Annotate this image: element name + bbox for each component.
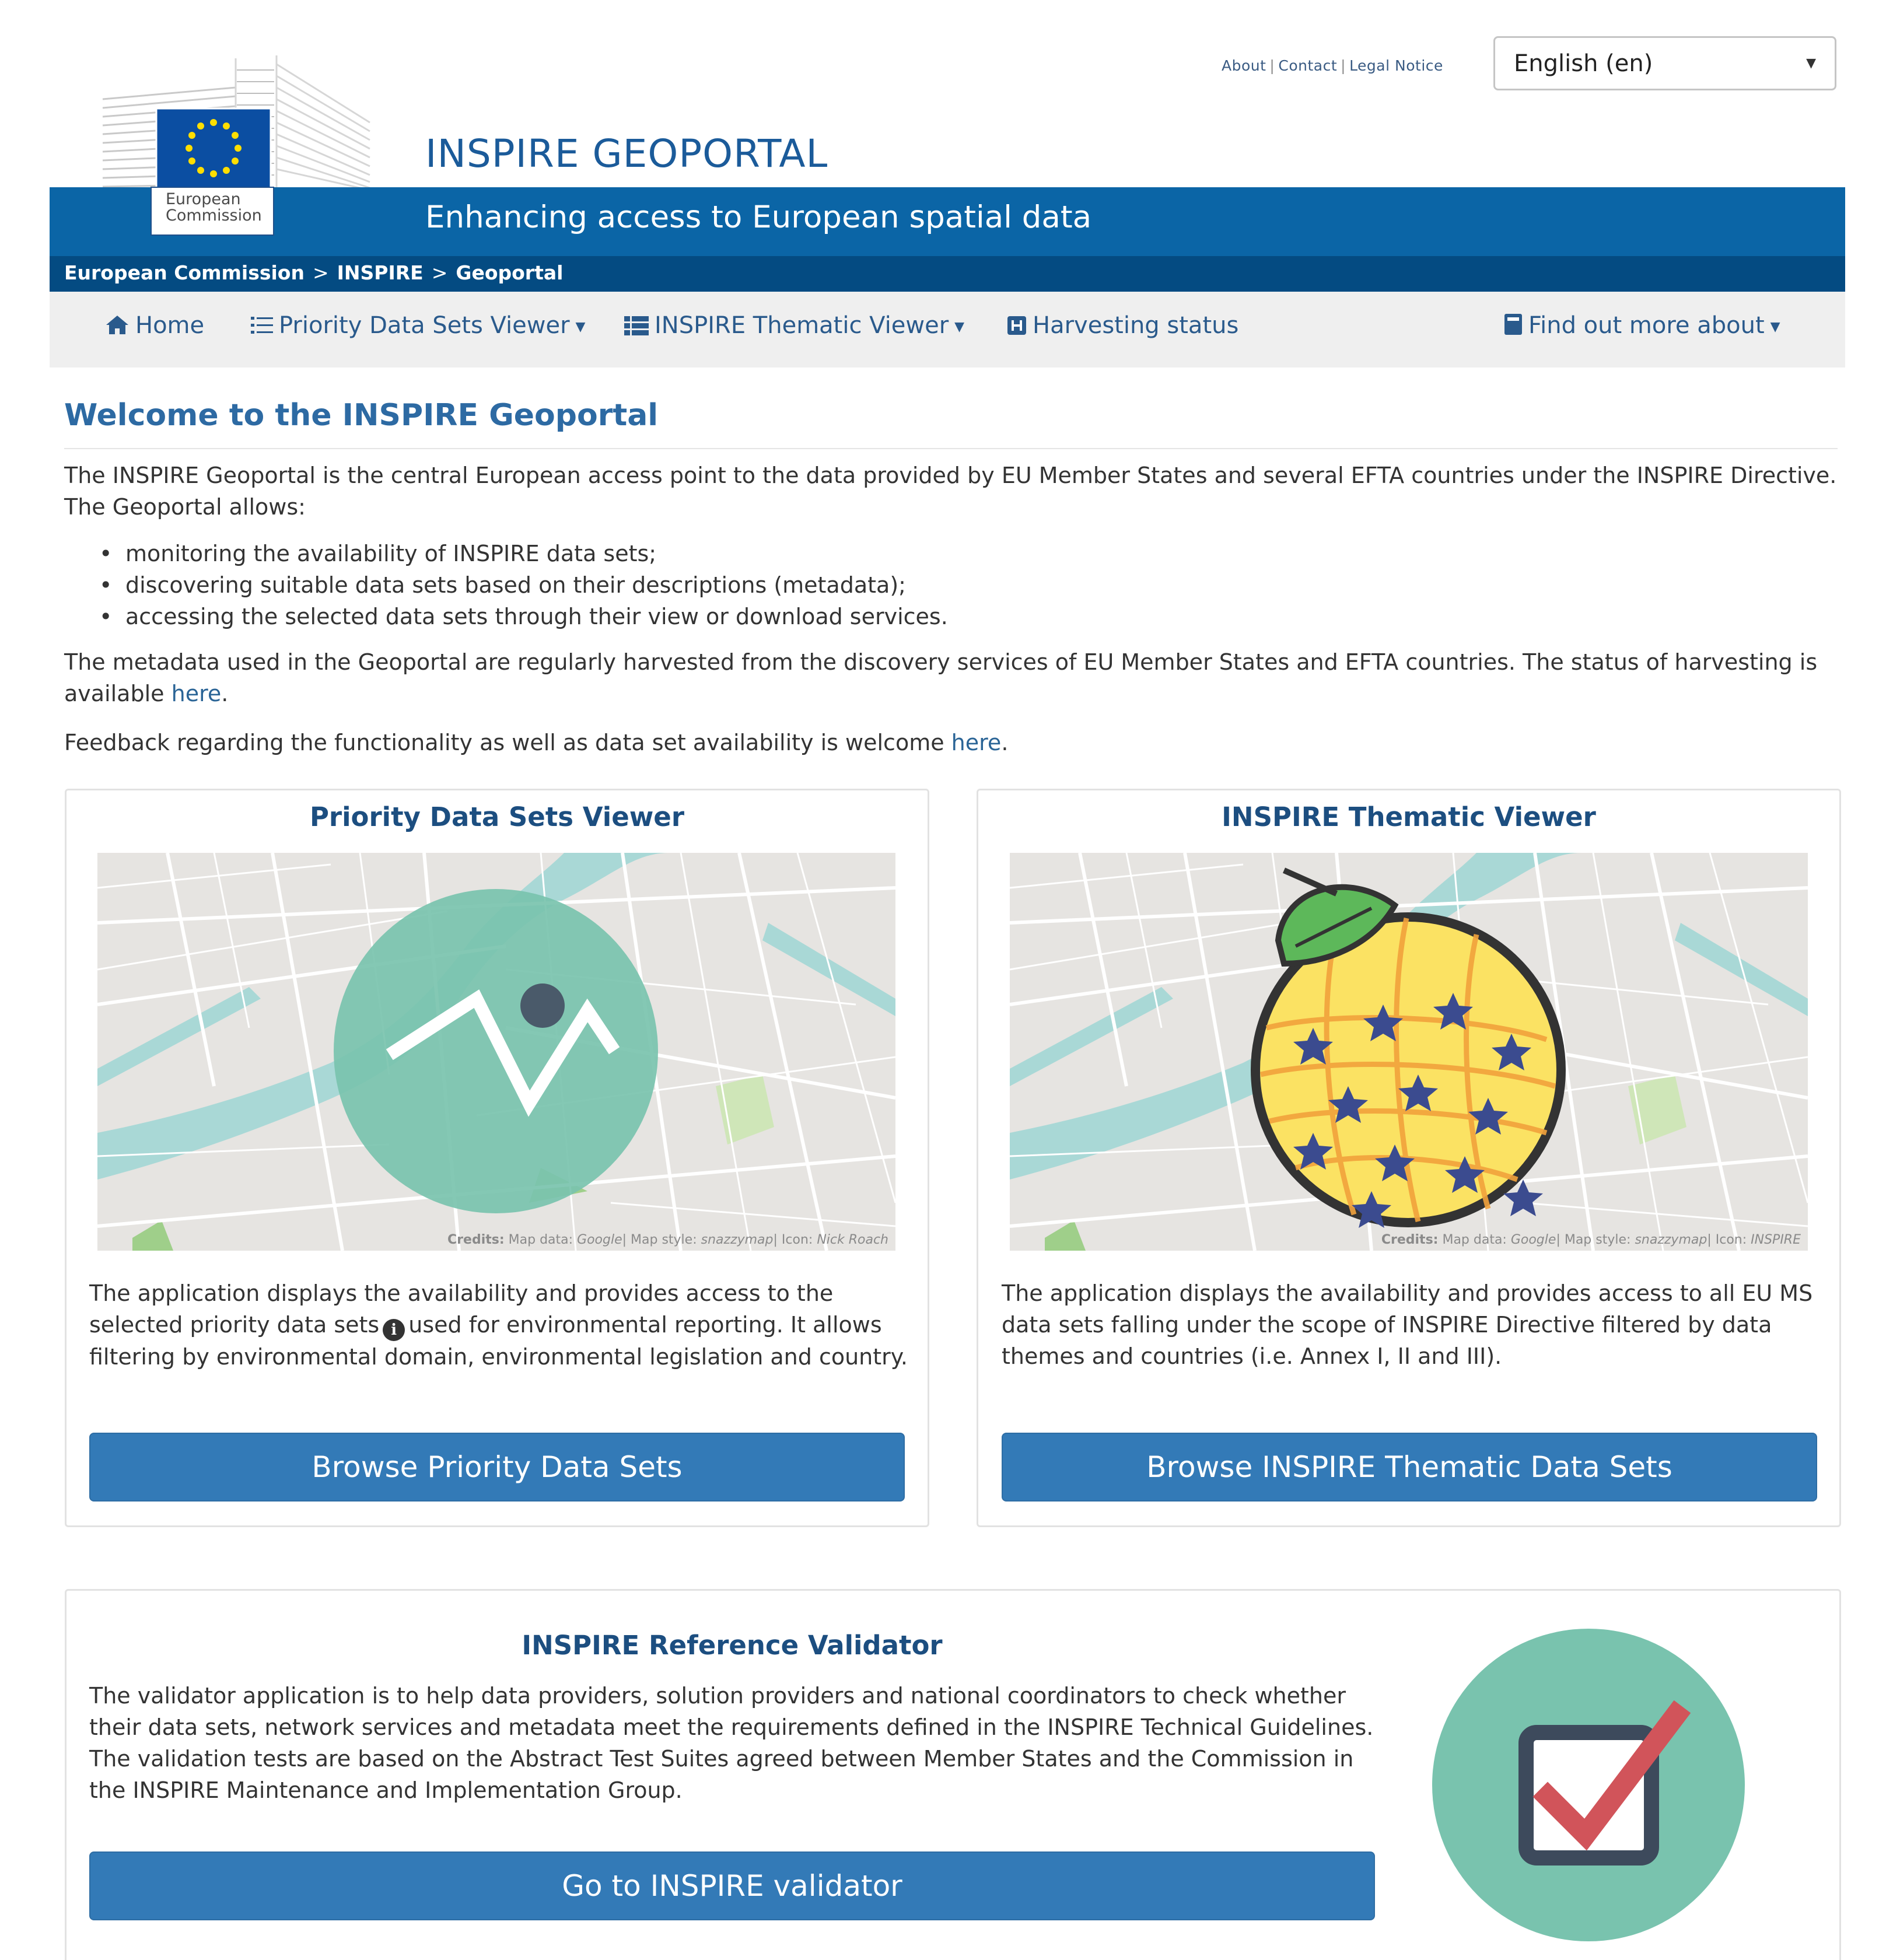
site-tagline: Enhancing access to European spatial data [425, 200, 1092, 235]
nav-home-label: Home [135, 312, 205, 339]
validator-desc-line-2: their data sets, network services and metadata meet the requirements defined in the INSPIRE Technical Guidelines. [89, 1714, 1374, 1740]
thematic-card-title: INSPIRE Thematic Viewer [1222, 802, 1596, 832]
nav-thematic-label: INSPIRE Thematic Viewer [655, 312, 949, 339]
go-to-validator-button[interactable]: Go to INSPIRE validator [89, 1852, 1375, 1920]
harvest-icon [1007, 312, 1027, 339]
credits-text: Map data: [1438, 1233, 1511, 1247]
intro-paragraph [64, 460, 1843, 523]
nav-harvesting-label: Harvesting status [1033, 312, 1239, 339]
info-icon[interactable]: i [383, 1319, 405, 1341]
harvest-paragraph: The metadata used in the Geoportal are regularly harvested from the discovery services of EU Member States and EFTA countries. The status of harvesting is available here. [64, 646, 1843, 709]
nav-priority-viewer[interactable] [251, 312, 585, 339]
caret-down-icon: ▼ [575, 319, 586, 334]
validator-desc-line-4: the INSPIRE Maintenance and Implementation Group. [89, 1777, 683, 1803]
legal-notice-link[interactable]: Legal Notice [1349, 57, 1443, 74]
browse-priority-button[interactable]: Browse Priority Data Sets [89, 1433, 905, 1502]
list-item: • discovering suitable data sets based on their descriptions (metadata); [93, 569, 948, 601]
language-select[interactable] [1493, 36, 1836, 90]
priority-card-description [89, 1278, 918, 1373]
priority-desc-line-1: The application displays the availability and provides access to the [89, 1280, 834, 1306]
credits-label: Credits: [1381, 1233, 1439, 1247]
feedback-link[interactable]: here [951, 730, 1002, 755]
feedback-text: Feedback regarding the functionality as well as data set availability is welcome [64, 730, 951, 755]
about-link[interactable]: About [1222, 57, 1266, 74]
priority-desc-line-2a: selected priority data sets [89, 1312, 380, 1338]
priority-desc-line-3: filtering by environmental domain, environmental legislation and country. [89, 1344, 908, 1370]
list-icon [251, 312, 273, 339]
thematic-map-image[interactable] [1010, 853, 1808, 1251]
nav-priority-label: Priority Data Sets Viewer [279, 312, 570, 339]
thematic-desc-line-2: data sets falling under the scope of INSPIRE Directive filtered by data [1002, 1312, 1772, 1338]
feedback-paragraph: Feedback regarding the functionality as well as data set availability is welcome here. [64, 730, 1009, 755]
credits-author: INSPIRE [1751, 1233, 1801, 1247]
credits-icons: | Icon: [1707, 1233, 1751, 1247]
chevron-down-icon: ▼ [1806, 56, 1816, 71]
harvest-line-2: available [64, 681, 172, 706]
nav-more-label: Find out more about [1528, 312, 1765, 339]
list-item: • monitoring the availability of INSPIRE data sets; [93, 538, 948, 569]
caret-down-icon: ▼ [954, 319, 965, 334]
credits-author: Nick Roach [817, 1233, 888, 1247]
breadcrumb-inspire[interactable]: INSPIRE [337, 261, 424, 284]
thematic-map-credits [1381, 1233, 1801, 1247]
logo-text-line2: Commission [166, 206, 262, 225]
priority-map-image[interactable] [97, 853, 895, 1251]
top-links: About | Contact | Legal Notice [1222, 57, 1443, 74]
priority-map-credits [447, 1233, 888, 1247]
map-background [1010, 853, 1808, 1251]
nav-home[interactable] [105, 312, 204, 339]
caret-down-icon: ▼ [1770, 319, 1780, 334]
th-list-icon [624, 312, 649, 339]
site-title[interactable]: INSPIRE GEOPORTAL [425, 131, 828, 176]
language-value: English (en) [1514, 50, 1653, 77]
thematic-desc-line-3: themes and countries (i.e. Annex I, II and III). [1002, 1343, 1502, 1369]
nav-harvesting-status[interactable] [1007, 312, 1238, 339]
feature-list [93, 538, 948, 632]
validator-description [89, 1680, 1408, 1806]
book-icon [1504, 312, 1523, 339]
credits-mid: | Map style: [1556, 1233, 1635, 1247]
harvest-status-link[interactable]: here [171, 681, 222, 706]
nav-thematic-viewer[interactable] [624, 312, 964, 339]
intro-line-2: The Geoportal allows: [64, 494, 306, 520]
home-icon [105, 312, 130, 339]
contact-link[interactable]: Contact [1278, 57, 1338, 74]
breadcrumb-geoportal[interactable]: Geoportal [456, 261, 564, 284]
credits-text: Map data: [504, 1233, 578, 1247]
ec-logo-label [151, 187, 274, 236]
intro-line-1: The INSPIRE Geoportal is the central European access point to the data provided by EU Member States and several EFTA countries under the INSPIRE Directive. [64, 463, 1837, 488]
thematic-card-description [1002, 1278, 1830, 1372]
credits-google: Google [1510, 1233, 1556, 1247]
credits-google: Google [577, 1233, 622, 1247]
harvest-line-1: The metadata used in the Geoportal are regularly harvested from the discovery services of EU Member States and EFTA countries. The status of harvesting is [64, 649, 1818, 675]
checkbox-icon [1431, 1628, 1746, 1943]
validator-desc-line-3: The validation tests are based on the Abstract Test Suites agreed between Member States and the Commission in [89, 1746, 1354, 1772]
credits-mid: | Map style: [622, 1233, 701, 1247]
validator-card-title: INSPIRE Reference Validator [522, 1630, 943, 1661]
breadcrumb-ec[interactable]: European Commission [64, 261, 305, 284]
logo-text-line1: European [166, 190, 241, 208]
browse-thematic-button[interactable]: Browse INSPIRE Thematic Data Sets [1002, 1433, 1817, 1502]
breadcrumb: European Commission > INSPIRE > Geoportal [64, 261, 564, 284]
nav-find-out-more[interactable] [1504, 312, 1780, 339]
title-divider [64, 448, 1838, 449]
list-item: • accessing the selected data sets through their view or download services. [93, 601, 948, 632]
credits-style: snazzymap [701, 1233, 774, 1247]
credits-label: Credits: [447, 1233, 505, 1247]
credits-style: snazzymap [1635, 1233, 1707, 1247]
priority-desc-line-2b: used for environmental reporting. It allows [408, 1312, 882, 1338]
validator-desc-line-1: The validator application is to help data providers, solution providers and national coordinators to check whether [89, 1683, 1346, 1709]
thematic-desc-line-1: The application displays the availability and provides access to all EU MS [1002, 1280, 1813, 1306]
page-title: Welcome to the INSPIRE Geoportal [64, 398, 659, 433]
map-background [97, 853, 895, 1251]
priority-card-title: Priority Data Sets Viewer [309, 802, 685, 832]
credits-icons: | Icon: [773, 1233, 817, 1247]
